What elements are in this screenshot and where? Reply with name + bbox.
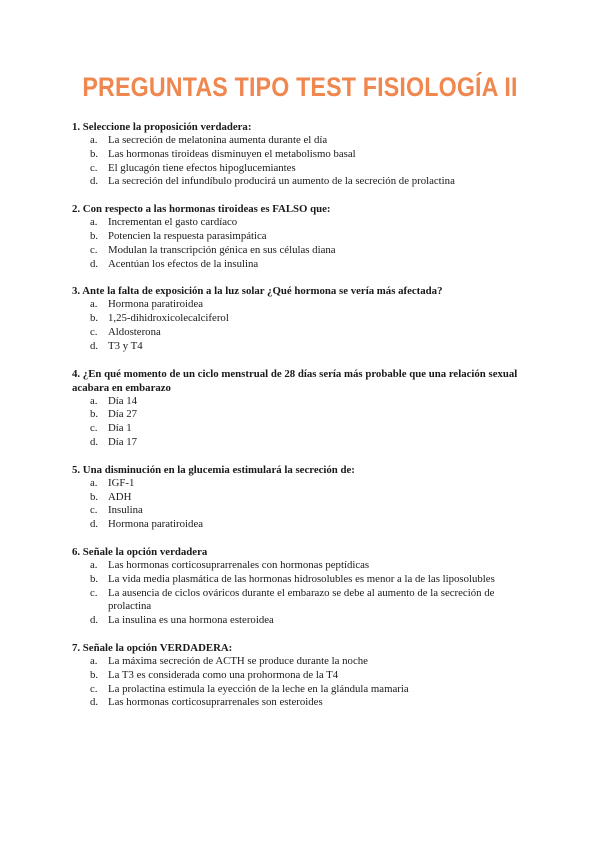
- option-letter: d.: [90, 435, 99, 448]
- option-text: La ausencia de ciclos ováricos durante el embarazo se debe al aumento de la secreción de prolactina: [108, 586, 495, 613]
- option-d: [72, 696, 532, 710]
- option-letter: c.: [90, 325, 98, 338]
- option-text: El glucagón tiene efectos hipoglucemiantes: [108, 161, 296, 174]
- options-list: [72, 477, 532, 532]
- option-text: ADH: [108, 490, 132, 503]
- option-letter: a.: [90, 654, 98, 667]
- option-letter: a.: [90, 558, 98, 571]
- question-4: [72, 367, 532, 450]
- option-b: [72, 491, 532, 505]
- option-text: Las hormonas corticosuprarrenales son esteroides: [108, 696, 323, 709]
- option-letter: b.: [90, 490, 99, 503]
- option-letter: d.: [90, 696, 99, 709]
- options-list: [72, 298, 532, 353]
- question-6: [72, 545, 532, 628]
- option-text: La T3 es considerada como una prohormona de la T4: [108, 668, 339, 681]
- option-d: [72, 436, 532, 450]
- option-letter: b.: [90, 408, 99, 421]
- option-c: [72, 162, 532, 176]
- option-text: Día 27: [108, 408, 138, 421]
- option-d: [72, 614, 532, 628]
- option-letter: b.: [90, 147, 99, 160]
- option-text: Insulina: [108, 504, 143, 517]
- option-letter: b.: [90, 572, 99, 585]
- option-letter: b.: [90, 229, 99, 242]
- option-c: [72, 683, 532, 697]
- option-a: [72, 395, 532, 409]
- question-7: [72, 641, 532, 710]
- option-text: Acentúan los efectos de la insulina: [108, 257, 259, 270]
- option-b: [72, 669, 532, 683]
- option-c: [72, 244, 532, 258]
- option-letter: c.: [90, 682, 98, 695]
- option-b: [72, 408, 532, 422]
- question-3: [72, 284, 532, 353]
- option-text: Día 1: [108, 422, 132, 435]
- option-text: Día 17: [108, 435, 138, 448]
- option-b: [72, 148, 532, 162]
- question-text: 7. Señale la opción VERDADERA:: [72, 641, 233, 654]
- option-text: La máxima secreción de ACTH se produce durante la noche: [108, 654, 368, 667]
- question-text: 4. ¿En qué momento de un ciclo menstrual de 28 días sería más probable que una relación sexual acabara en embarazo: [72, 367, 518, 394]
- option-b: [72, 312, 532, 326]
- option-letter: a.: [90, 298, 98, 311]
- option-letter: d.: [90, 257, 99, 270]
- question-text: 3. Ante la falta de exposición a la luz solar ¿Qué hormona se vería más afectada?: [72, 285, 443, 298]
- option-text: Modulan la transcripción génica en sus células diana: [108, 243, 336, 256]
- question-list: [72, 120, 532, 723]
- page-title: PREGUNTAS TIPO TEST FISIOLOGÍA II: [82, 72, 518, 102]
- option-letter: d.: [90, 175, 99, 188]
- option-letter: c.: [90, 504, 98, 517]
- option-text: La secreción del infundíbulo producirá un aumento de la secreción de prolactina: [108, 175, 455, 188]
- option-a: [72, 655, 532, 669]
- option-letter: a.: [90, 216, 98, 229]
- option-text: Las hormonas tiroideas disminuyen el metabolismo basal: [108, 147, 356, 160]
- option-text: La prolactina estimula la eyección de la leche en la glándula mamaria: [108, 682, 409, 695]
- option-a: [72, 559, 532, 573]
- option-d: [72, 175, 532, 189]
- option-text: Hormona paratiroidea: [108, 298, 204, 311]
- option-a: [72, 134, 532, 148]
- question-text: 1. Seleccione la proposición verdadera:: [72, 121, 252, 133]
- option-c: [72, 504, 532, 518]
- option-text: Incrementan el gasto cardíaco: [108, 216, 238, 229]
- option-b: [72, 230, 532, 244]
- option-text: IGF-1: [108, 476, 135, 489]
- option-letter: d.: [90, 614, 99, 627]
- option-text: Potencien la respuesta parasimpática: [108, 229, 267, 242]
- option-letter: a.: [90, 134, 98, 146]
- option-d: [72, 518, 532, 532]
- option-letter: c.: [90, 161, 98, 174]
- option-text: La secreción de melatonina aumenta durante el día: [108, 134, 328, 146]
- option-letter: c.: [90, 243, 98, 256]
- option-a: [72, 477, 532, 491]
- option-letter: a.: [90, 394, 98, 407]
- question-text: 2. Con respecto a las hormonas tiroideas es FALSO que:: [72, 203, 331, 216]
- option-text: La vida media plasmática de las hormonas hidrosolubles es menor a la de las liposolubles: [108, 572, 495, 585]
- option-b: [72, 573, 532, 587]
- option-text: La insulina es una hormona esteroidea: [108, 614, 274, 627]
- question-2: [72, 202, 532, 271]
- option-letter: d.: [90, 339, 99, 352]
- option-letter: c.: [90, 422, 98, 435]
- option-text: Las hormonas corticosuprarrenales con hormonas peptídicas: [108, 558, 370, 571]
- options-list: [72, 395, 532, 450]
- option-d: [72, 258, 532, 272]
- options-list: [72, 559, 532, 628]
- option-text: Aldosterona: [108, 325, 161, 338]
- option-a: [72, 298, 532, 312]
- options-list: [72, 655, 532, 710]
- option-letter: b.: [90, 668, 99, 681]
- option-letter: c.: [90, 586, 98, 599]
- question-text: 6. Señale la opción verdadera: [72, 545, 208, 558]
- option-d: [72, 340, 532, 354]
- option-letter: d.: [90, 518, 99, 531]
- option-text: T3 y T4: [108, 339, 143, 352]
- option-text: Hormona paratiroidea: [108, 518, 204, 531]
- option-c: [72, 326, 532, 340]
- option-text: 1,25-dihidroxicolecalciferol: [108, 312, 229, 325]
- option-letter: b.: [90, 312, 99, 325]
- question-1: [72, 120, 532, 189]
- options-list: [72, 134, 532, 189]
- option-c: [72, 587, 532, 615]
- option-text: Día 14: [108, 394, 138, 407]
- option-c: [72, 422, 532, 436]
- question-5: [72, 463, 532, 532]
- option-letter: a.: [90, 476, 98, 489]
- option-a: [72, 216, 532, 230]
- options-list: [72, 216, 532, 271]
- question-text: 5. Una disminución en la glucemia estimulará la secreción de:: [72, 463, 355, 476]
